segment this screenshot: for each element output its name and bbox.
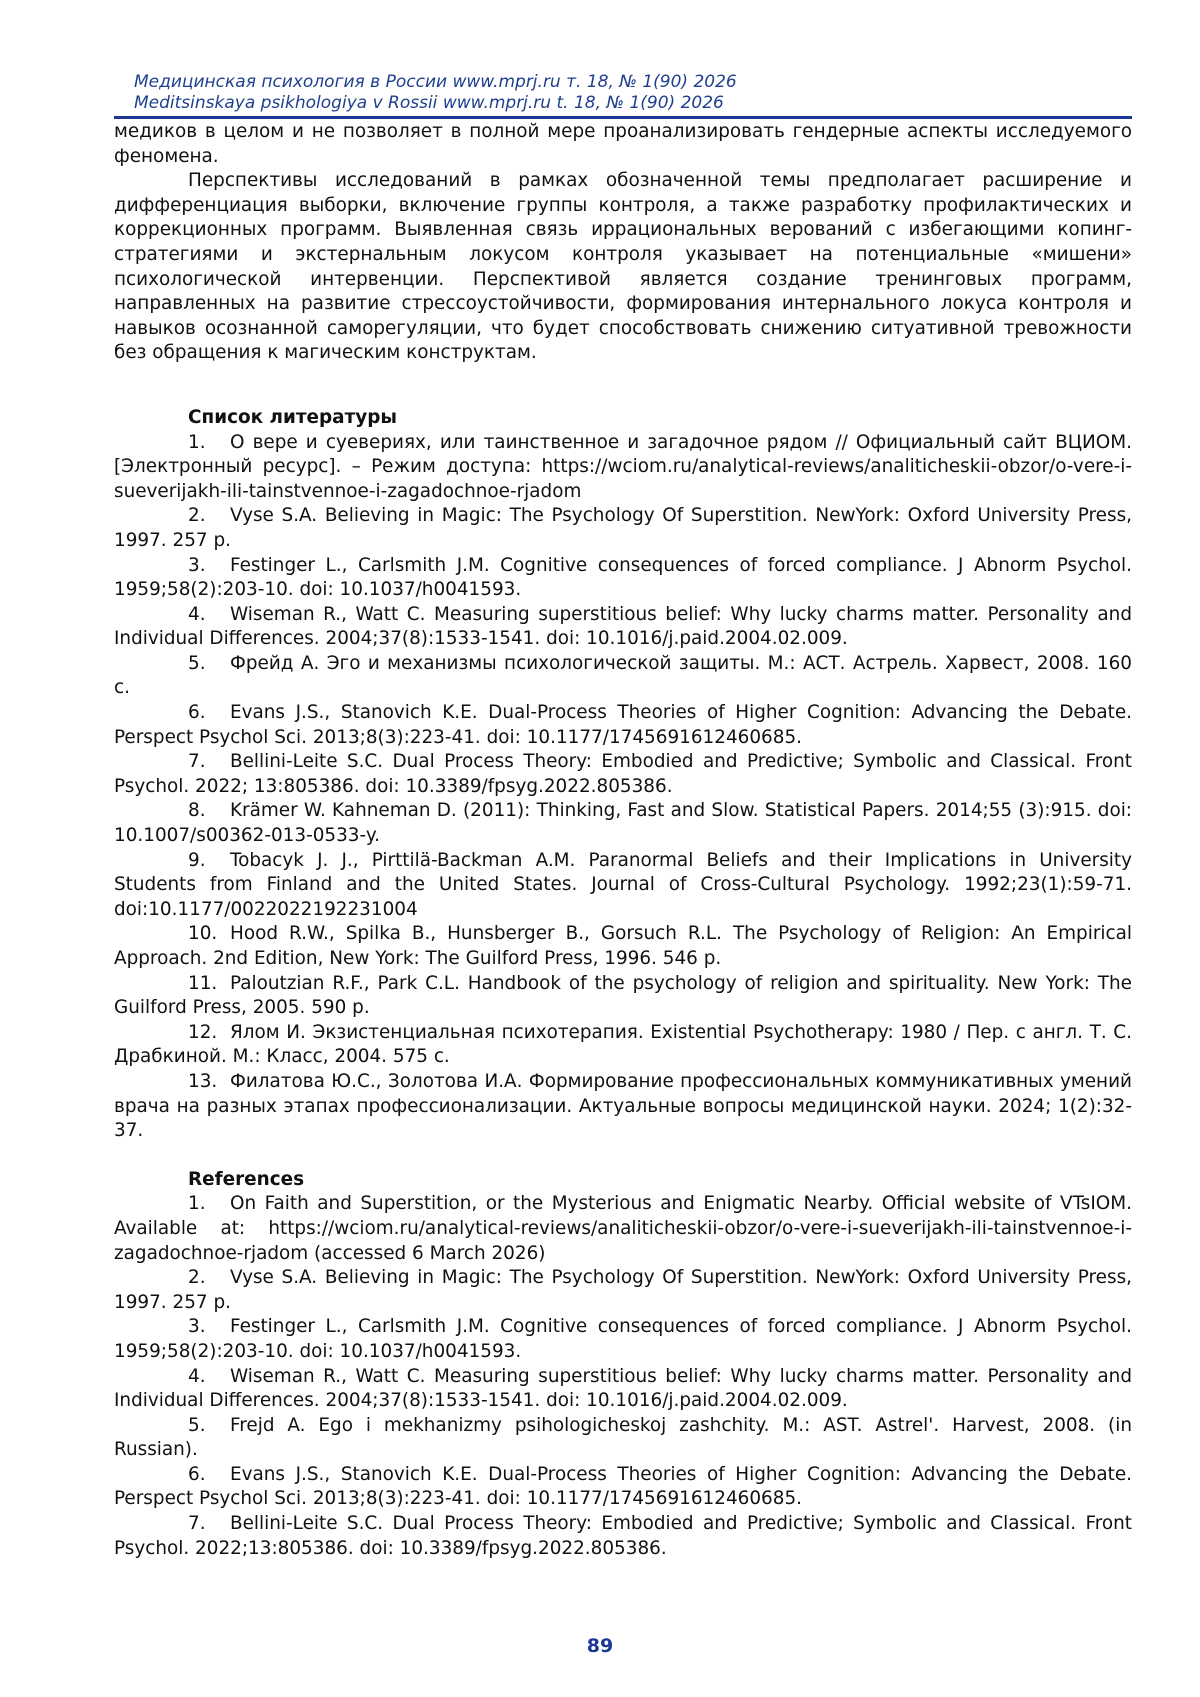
reference-number: 6. — [188, 702, 206, 724]
reference-text: Frejd A. Ego i mekhanizmy psihologicheskoj zashchity. M.: AST. Astrel'. Harvest, 2008. (in Russian). — [114, 1414, 1132, 1461]
reference-text: Wiseman R., Watt C. Measuring superstitious belief: Why lucky charms matter. Personality and Individual Differences. 2004;37(8):1533-1541. doi: 10.1016/j.paid.2004.02.009. — [114, 603, 1132, 650]
reference-text: Paloutzian R.F., Park C.L. Handbook of the psychology of religion and spirituality. New York: The Guilford Press, 2005. 590 p. — [114, 972, 1132, 1019]
reference-number: 7. — [188, 1513, 206, 1535]
reference-text: Hood R.W., Spilka B., Hunsberger B., Gorsuch R.L. The Psychology of Religion: An Empirical Approach. 2nd Edition, New York: The Guilford Press, 1996. 546 p. — [114, 923, 1132, 969]
reference-item — [114, 1512, 1132, 1561]
reference-text: On Faith and Superstition, or the Mysterious and Enigmatic Nearby. Official website of VTsIOM. Available at: https://wciom.ru/analytical-reviews/analiticheskii-obzor/o-vere-i-sueverijakh-ili-tainstvennoe-i-zagadochnoe-rjadom (accessed 6 March 2026) — [114, 1193, 1132, 1264]
reference-number: 5. — [188, 1414, 206, 1436]
journal-header-en: Meditsinskaya psikhologiya v Rossii www.mprj.ru t. 18, № 1(90) 2026 — [134, 93, 724, 113]
reference-number: 3. — [188, 554, 206, 576]
reference-number: 10. — [188, 923, 218, 945]
reference-number: 11. — [188, 972, 218, 994]
reference-text: Evans J.S., Stanovich K.E. Dual-Process Theories of Higher Cognition: Advancing the Debate. Perspect Psychol Sci. 2013;8(3):223-41. doi: 10.1177/1745691612460685. — [114, 1463, 1132, 1510]
reference-item — [114, 922, 1132, 971]
reference-item — [114, 504, 1132, 553]
reference-item — [114, 849, 1132, 923]
reference-item — [114, 1414, 1132, 1463]
reference-item — [114, 1315, 1132, 1364]
reference-number: 6. — [188, 1463, 206, 1485]
reference-text: О вере и суевериях, или таинственное и загадочное рядом // Официальный сайт ВЦИОМ. [Электронный ресурс]. – Режим доступа: https://wciom.ru/analytical-reviews/analiticheskii-obzor/o-vere-i-sueverijakh-ili-tainstvennoe-i-zagadochnoe-rjadom — [114, 431, 1132, 502]
reference-number: 7. — [188, 751, 206, 773]
reference-text: Фрейд А. Эго и механизмы психологической защиты. М.: АСТ. Астрель. Харвест, 2008. 160 с. — [114, 652, 1132, 699]
reference-number: 1. — [188, 1193, 206, 1215]
reference-text: Vyse S.A. Believing in Magic: The Psychology Of Superstition. NewYork: Oxford University Press, 1997. 257 p. — [114, 505, 1132, 551]
journal-header — [134, 72, 1134, 114]
header-divider — [114, 116, 1132, 119]
reference-number: 5. — [188, 652, 206, 674]
literature-heading: Список литературы — [188, 406, 398, 428]
reference-item — [114, 431, 1132, 505]
reference-item — [114, 1070, 1132, 1144]
reference-text: Tobacyk J. J., Pirttilä-Backman A.M. Paranormal Beliefs and their Implications in University Students from Finland and the United States. Journal of Cross-Cultural Psychology. 1992;23(1):59-71. doi:10.1177/0022022192231004 — [114, 849, 1132, 920]
reference-text: Evans J.S., Stanovich K.E. Dual-Process Theories of Higher Cognition: Advancing the Debate. Perspect Psychol Sci. 2013;8(3):223-41. doi: 10.1177/1745691612460685. — [114, 702, 1132, 748]
reference-number: 4. — [188, 603, 206, 625]
body-paragraph-2: Перспективы исследований в рамках обозначенной темы предполагает расширение и дифференциация выборки, включение группы контроля, а также разработку профилактических и коррекционных программ. Выявленная связь иррациональных верований с избегающими копинг-стратегиями и экстернальным локусом контроля указывает на потенциальные «мишени» психологической интервенции. Перспективой является создание тренинговых программ, направленных на развитие стрессоустойчивости, формирования интернального локуса контроля и навыков осознанной саморегуляции, что будет способствовать снижению ситуативной тревожности без обращения к магическим конструктам. — [114, 170, 1132, 364]
reference-number: 4. — [188, 1365, 206, 1387]
reference-number: 8. — [188, 800, 206, 822]
spacer — [114, 366, 1132, 406]
reference-number: 9. — [188, 849, 206, 871]
journal-header-ru: Медицинская психология в России www.mprj.ru т. 18, № 1(90) 2026 — [134, 72, 737, 92]
reference-number: 3. — [188, 1316, 206, 1338]
reference-item — [114, 1266, 1132, 1315]
reference-number: 13. — [188, 1070, 218, 1092]
reference-number: 2. — [188, 1267, 206, 1289]
reference-number: 12. — [188, 1021, 218, 1043]
reference-item — [114, 799, 1132, 848]
reference-item — [114, 1021, 1132, 1070]
reference-number: 2. — [188, 505, 206, 527]
reference-text: Bellini-Leite S.C. Dual Process Theory: Embodied and Predictive; Symbolic and Classical. Front Psychol. 2022; 13:805386. doi: 10.3389/fpsyg.2022.805386. — [114, 751, 1132, 797]
reference-item — [114, 972, 1132, 1021]
reference-text: Wiseman R., Watt C. Measuring superstitious belief: Why lucky charms matter. Personality and Individual Differences. 2004;37(8):1533-1541. doi: 10.1016/j.paid.2004.02.009. — [114, 1365, 1132, 1412]
reference-item — [114, 1192, 1132, 1266]
reference-text: Филатова Ю.С., Золотова И.А. Формирование профессиональных коммуникативных умений врача на разных этапах профессионализации. Актуальные вопросы медицинской науки. 2024; 1(2):32-37. — [114, 1070, 1132, 1142]
article-body — [114, 120, 1132, 1561]
reference-item — [114, 554, 1132, 603]
reference-item — [114, 1365, 1132, 1414]
reference-text: Bellini-Leite S.C. Dual Process Theory: Embodied and Predictive; Symbolic and Classical. Front Psychol. 2022;13:805386. doi: 10.3389/fpsyg.2022.805386. — [114, 1513, 1132, 1559]
page-number: 89 — [586, 1635, 614, 1657]
reference-number: 1. — [188, 431, 206, 453]
references-list — [114, 1192, 1132, 1561]
reference-item — [114, 652, 1132, 701]
reference-text: Vyse S.A. Believing in Magic: The Psychology Of Superstition. NewYork: Oxford University Press, 1997. 257 p. — [114, 1267, 1132, 1313]
reference-item — [114, 701, 1132, 750]
reference-text: Krämer W. Kahneman D. (2011): Thinking, Fast and Slow. Statistical Papers. 2014;55 (3):915. doi: 10.1007/s00362-013-0533-y. — [114, 800, 1132, 847]
reference-item — [114, 750, 1132, 799]
spacer — [114, 1144, 1132, 1168]
reference-text: Festinger L., Carlsmith J.M. Cognitive consequences of forced compliance. J Abnorm Psychol. 1959;58(2):203-10. doi: 10.1037/h0041593. — [114, 554, 1132, 601]
body-paragraph-1: медиков в целом и не позволяет в полной мере проанализировать гендерные аспекты исследуемого феномена. — [114, 121, 1132, 167]
references-heading: References — [188, 1168, 305, 1190]
reference-text: Festinger L., Carlsmith J.M. Cognitive consequences of forced compliance. J Abnorm Psychol. 1959;58(2):203-10. doi: 10.1037/h0041593. — [114, 1316, 1132, 1362]
reference-text: Ялом И. Экзистенциальная психотерапия. Existential Psychotherapy: 1980 / Пер. с англ. Т. С. Драбкиной. М.: Класс, 2004. 575 с. — [114, 1021, 1132, 1068]
reference-item — [114, 603, 1132, 652]
literature-list — [114, 431, 1132, 1144]
reference-item — [114, 1463, 1132, 1512]
